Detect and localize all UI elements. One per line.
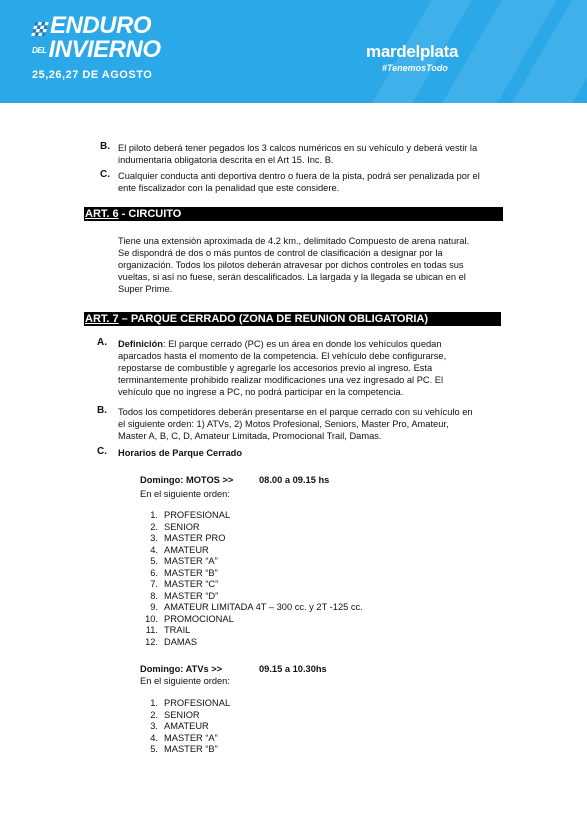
list-item: 5. MASTER “B” [150,744,218,754]
schedule-label: Domingo: ATVs >> [140,664,223,674]
text-line: terminantemente prohibido realizar modificaciones una vez ingresado al PC. El [118,375,444,385]
paragraph [118,170,480,194]
list-letter: B. [97,405,107,416]
list-item: 11. TRAIL [145,625,191,635]
text-line: Tiene una extensiòn aproximada de 4.2 km., delimitado Compuesto de arena natural. [118,236,470,246]
list-item: 10. PROMOCIONAL [145,613,234,624]
list-item: 1. PROFESIONAL [150,510,231,520]
brand-hashtag: #TenemosTodo [382,63,448,73]
list-item: 9. AMATEUR LIMITADA 4T – 300 cc. y 2T -125 cc. [150,602,363,612]
event-title-line2: INVIERNO [48,36,161,63]
list-item: 6. MASTER “B” [150,567,218,578]
schedule-time: 08.00 a 09.15 hs [259,475,330,485]
order-label: En el siguiente orden: [140,676,230,686]
list-letter: C. [100,169,110,180]
list-item: 4. MASTER “A” [150,732,218,743]
text-line: indumentaria obligatoria descrita en el Art 15. Inc. B. [118,155,334,165]
list-item: 1. PROFESIONAL [150,698,231,708]
text-line: ente fiscalizador con la penalidad que este considere. [118,183,340,193]
list-item: 2. SENIOR [150,709,200,720]
list-item: 5. MASTER “A” [150,556,218,566]
text-line: repostarse de combustible y agregarle los accesorios previo al ingreso. Esta [118,363,433,373]
text-line: organización. Todos los pilotos deberán atravesar por dichos controles en todas sus [118,260,464,270]
section-heading-art7 [84,312,501,326]
text-line: Super Prime. [118,284,173,294]
definition-label: Definición [118,339,163,349]
text-line: Se dispondrá de dos o más puntos de control de clasificación a designar por la [118,248,443,258]
event-dates: 25,26,27 DE AGOSTO [32,68,153,81]
text-line: Todos los competidores deberán presentarse en el parque cerrado con su vehículo en [118,407,473,417]
event-logo [32,14,161,81]
list-item: 3. AMATEUR [150,721,209,731]
text-line: Master A, B, C, D, Amateur Limitada, Promocional Trail, Damas. [118,431,382,441]
section-heading-art6 [84,207,503,221]
schedule-time: 09.15 a 10.30hs [259,664,327,674]
text-line: El piloto deberá tener pegados los 3 calcos numéricos en su vehículo y deberá vestir la [118,143,478,153]
order-label: En el siguiente orden: [140,489,230,499]
list-letter: C. [97,446,107,457]
list-letter: A. [97,337,107,348]
text-line: Cualquier conducta anti deportiva dentro o fuera de la pista, podrá ser penalizada por el [118,171,480,181]
paragraph [118,142,477,166]
heading-title: - CIRCUITO [118,208,182,220]
list-item: 2. SENIOR [150,521,200,532]
list-item: 4. AMATEUR [150,544,209,555]
subsection-title: Horarios de Parque Cerrado [118,448,242,458]
list-item: 3. MASTER PRO [150,533,226,543]
heading-number: ART. 6 [85,208,119,220]
list-item: 8. MASTER “D” [150,590,219,601]
text-line: el siguiente orden: 1) ATVs, 2) Motos Profesional, Seniors, Master Pro, Amateur, [118,419,449,429]
paragraph [118,338,446,398]
text-line: : El parque cerrado (PC) es un área en donde los vehículos quedan [162,339,442,349]
event-title-line1: ENDURO [50,12,152,39]
schedule-label: Domingo: MOTOS >> [140,475,234,485]
text-line: vehículo que no ingrese a PC, no podrá participar en la competencia. [118,387,404,397]
brand-logo [366,42,458,73]
list-item: 12. DAMAS [145,636,198,647]
paragraph [118,235,469,295]
list-letter: B. [100,141,110,152]
paragraph [118,406,473,442]
text-line: aparcados hasta el momento de la competencia. El vehículo debe configurarse, [118,351,447,361]
header-banner [0,0,587,103]
event-title-del: DEL [32,45,47,55]
text-line: vueltas, si así no fuese, serán descalificados. La largada y la llegada se ubican en el [118,272,466,282]
heading-title: – PARQUE CERRADO (ZONA DE REUNION OBLIGATORIA) [118,313,429,325]
brand-name: mardelplata [366,42,459,61]
heading-number: ART. 7 [85,313,119,325]
list-item: 7. MASTER “C” [150,579,219,589]
